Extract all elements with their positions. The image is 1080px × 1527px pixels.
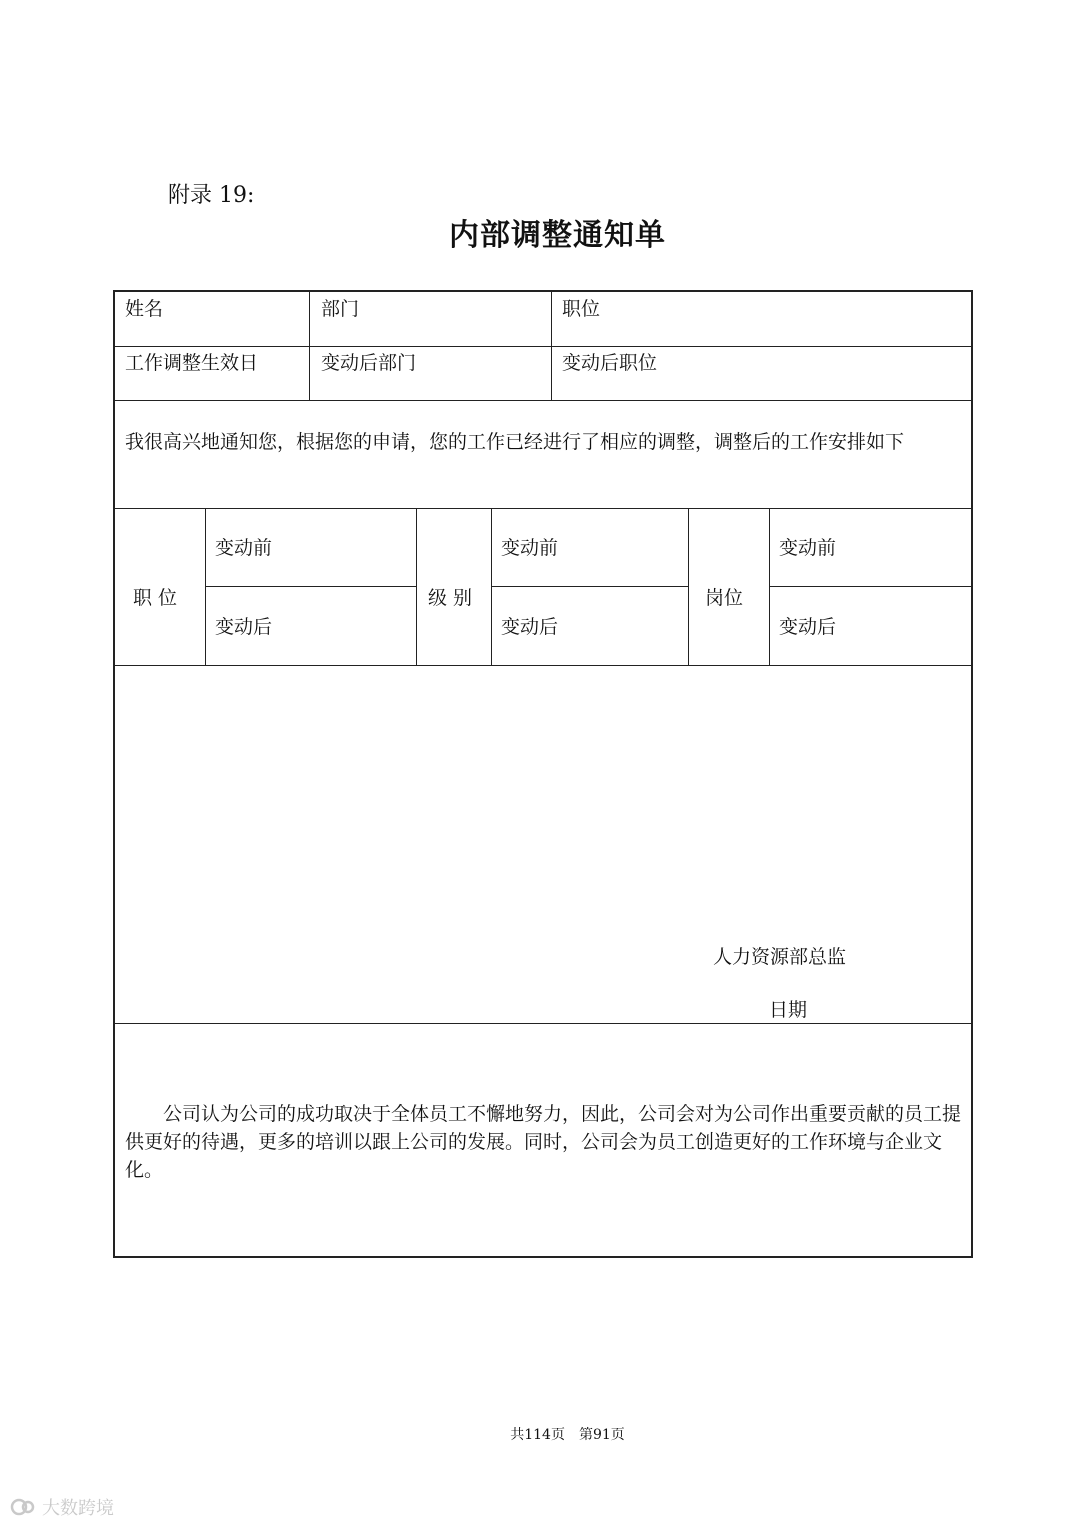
appendix-label: 附录 19: bbox=[168, 183, 255, 208]
column-divider bbox=[491, 508, 492, 665]
column-divider bbox=[416, 508, 417, 665]
row-divider bbox=[115, 400, 971, 401]
name-field-label: 姓名 bbox=[125, 298, 164, 320]
column-divider bbox=[769, 508, 770, 665]
watermark-logo-icon bbox=[10, 1496, 36, 1518]
watermark-text: 大数跨境 bbox=[42, 1498, 114, 1519]
column-divider bbox=[551, 292, 552, 400]
page-number: 共114页 第91页 bbox=[510, 1427, 625, 1443]
post-before-label: 变动前 bbox=[779, 537, 837, 559]
sub-row-divider bbox=[769, 586, 971, 587]
column-divider bbox=[688, 508, 689, 665]
effective-date-field-label: 工作调整生效日 bbox=[125, 352, 259, 374]
position-before-label: 变动前 bbox=[215, 537, 273, 559]
row-divider bbox=[115, 508, 971, 509]
new-department-field-label: 变动后部门 bbox=[321, 352, 417, 374]
watermark bbox=[10, 1494, 114, 1520]
notice-text: 我很高兴地通知您，根据您的申请，您的工作已经进行了相应的调整，调整后的工作安排如下 bbox=[125, 431, 905, 453]
new-position-field-label: 变动后职位 bbox=[562, 352, 658, 374]
sub-row-divider bbox=[491, 586, 688, 587]
row-divider bbox=[115, 346, 971, 347]
hr-director-label: 人力资源部总监 bbox=[713, 946, 847, 968]
notice-form bbox=[113, 290, 973, 1258]
position-field-label: 职位 bbox=[562, 298, 601, 320]
position-group-label: 职 位 bbox=[133, 587, 178, 609]
closing-text: 公司认为公司的成功取决于全体员工不懈地努力，因此，公司会对为公司作出重要贡献的员工提供更好的待遇，更多的培训以跟上公司的发展。同时，公司会为员工创造更好的工作环境与企业文化。 bbox=[125, 1103, 962, 1181]
position-after-label: 变动后 bbox=[215, 616, 273, 638]
column-divider bbox=[309, 292, 310, 400]
date-label: 日期 bbox=[769, 999, 808, 1021]
level-after-label: 变动后 bbox=[501, 616, 559, 638]
level-group-label: 级 别 bbox=[428, 587, 473, 609]
column-divider bbox=[205, 508, 206, 665]
row-divider bbox=[115, 1023, 971, 1024]
page-title: 内部调整通知单 bbox=[449, 218, 666, 253]
department-field-label: 部门 bbox=[321, 298, 360, 320]
sub-row-divider bbox=[205, 586, 416, 587]
post-group-label: 岗位 bbox=[705, 587, 744, 609]
row-divider bbox=[115, 665, 971, 666]
level-before-label: 变动前 bbox=[501, 537, 559, 559]
post-after-label: 变动后 bbox=[779, 616, 837, 638]
